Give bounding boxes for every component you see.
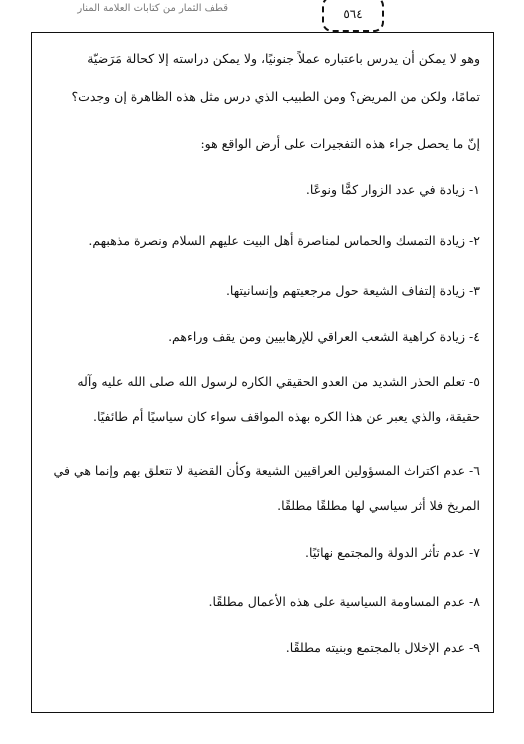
list-item-8: ٨- عدم المساومة السياسية على هذه الأعمال مطلقًا. — [208, 594, 480, 609]
list-item-5-line-1: ٥- تعلم الحذر الشديد من العدو الحقيقي الكاره لرسول الله صلى الله عليه وآله — [77, 374, 480, 389]
list-item-2: ٢- زيادة التمسك والحماس لمناصرة أهل البيت عليهم السلام ونصرة مذهبهم. — [88, 233, 480, 248]
list-item-5-line-2: حقيقة، والذي يعبر عن هذا الكره بهذه المواقف سواء كان سياسيًا أم طائفيًا. — [93, 409, 480, 424]
intro-line-1: وهو لا يمكن أن يدرس باعتباره عملاً جنونيًا، ولا يمكن دراسته إلا كحالة مَرَضيّة — [87, 51, 480, 66]
intro-line-2: تمامًا، ولكن من المريض؟ ومن الطبيب الذي درس مثل هذه الظاهرة إن وجدت؟ — [71, 89, 480, 104]
list-item-4: ٤- زيادة كراهية الشعب العراقي للإرهابيين ومن يقف وراءهم. — [168, 329, 480, 344]
list-item-3: ٣- زيادة إلتفاف الشيعة حول مرجعيتهم وإنسانيتها. — [225, 283, 480, 298]
list-item-1: ١- زيادة في عدد الزوار كمًّا ونوعًا. — [305, 182, 480, 197]
list-item-6-line-2: المريخ فلا أثر سياسي لها مطلقًا مطلقًا. — [277, 498, 480, 513]
list-item-9: ٩- عدم الإخلال بالمجتمع وبنيته مطلقًا. — [285, 640, 480, 655]
list-item-6-line-1: ٦- عدم اكتراث المسؤولين العراقيين الشيعة وكأن القضية لا تتعلق بهم وإنما هي في — [53, 463, 480, 478]
book-title-header: قطف الثمار من كتابات العلامة المنار — [77, 3, 228, 14]
page-number-badge — [322, 0, 384, 32]
page-number: ٥٦٤ — [343, 7, 363, 21]
lead-paragraph: إنّ ما يحصل جراء هذه التفجيرات على أرض الواقع هو: — [200, 136, 480, 151]
list-item-7: ٧- عدم تأثر الدولة والمجتمع نهائيًا. — [305, 545, 480, 560]
